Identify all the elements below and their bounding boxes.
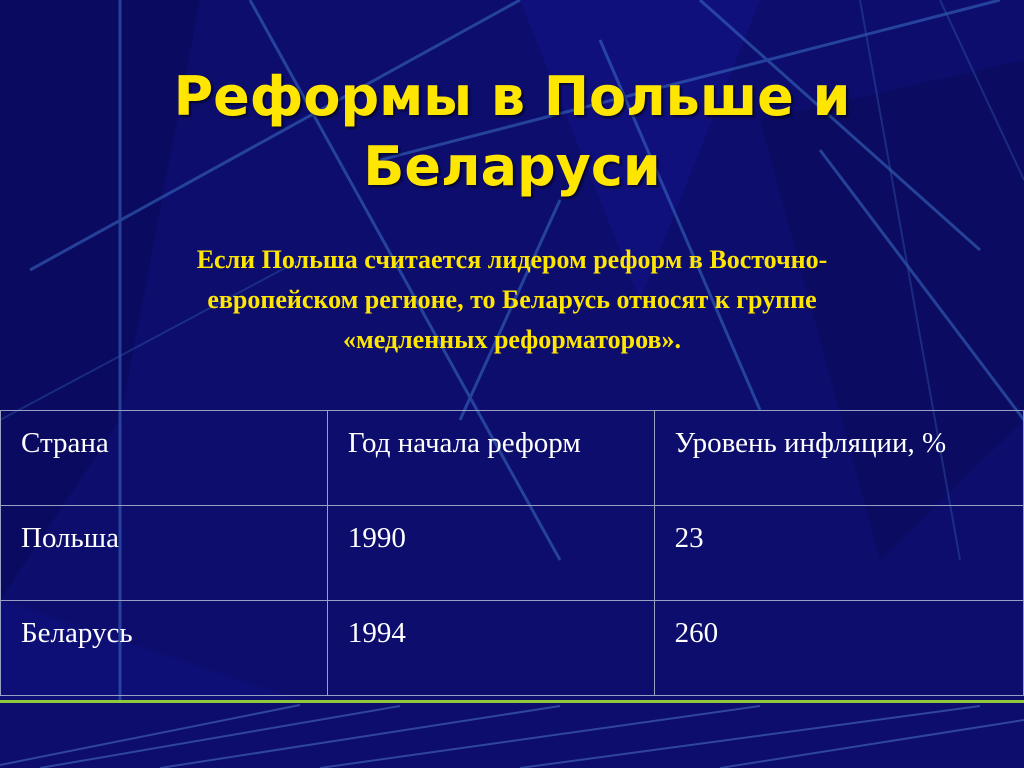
cell-inflation: 260 <box>654 601 1023 696</box>
slide-subtitle <box>90 240 934 360</box>
cell-country: Беларусь <box>1 601 328 696</box>
table-header-row <box>1 411 1024 506</box>
table-row <box>1 601 1024 696</box>
header-cell-inflation: Уровень инфляции, % <box>654 411 1023 506</box>
subtitle-line-3: «медленных реформаторов». <box>343 325 681 354</box>
subtitle-line-2: европейском регионе, то Беларусь относят к группе <box>207 285 817 314</box>
cell-reform-year: 1990 <box>327 506 654 601</box>
slide-title <box>0 62 1024 202</box>
subtitle-line-1: Если Польша считается лидером реформ в Восточно- <box>196 245 828 274</box>
cell-country: Польша <box>1 506 328 601</box>
header-cell-country: Страна <box>1 411 328 506</box>
title-line-1: Реформы в Польше и <box>173 65 851 128</box>
header-cell-reform-year: Год начала реформ <box>327 411 654 506</box>
accent-stripe <box>0 700 1024 703</box>
title-line-2: Беларуси <box>363 135 661 198</box>
cell-inflation: 23 <box>654 506 1023 601</box>
cell-reform-year: 1994 <box>327 601 654 696</box>
reforms-table <box>0 410 1024 696</box>
table-row <box>1 506 1024 601</box>
